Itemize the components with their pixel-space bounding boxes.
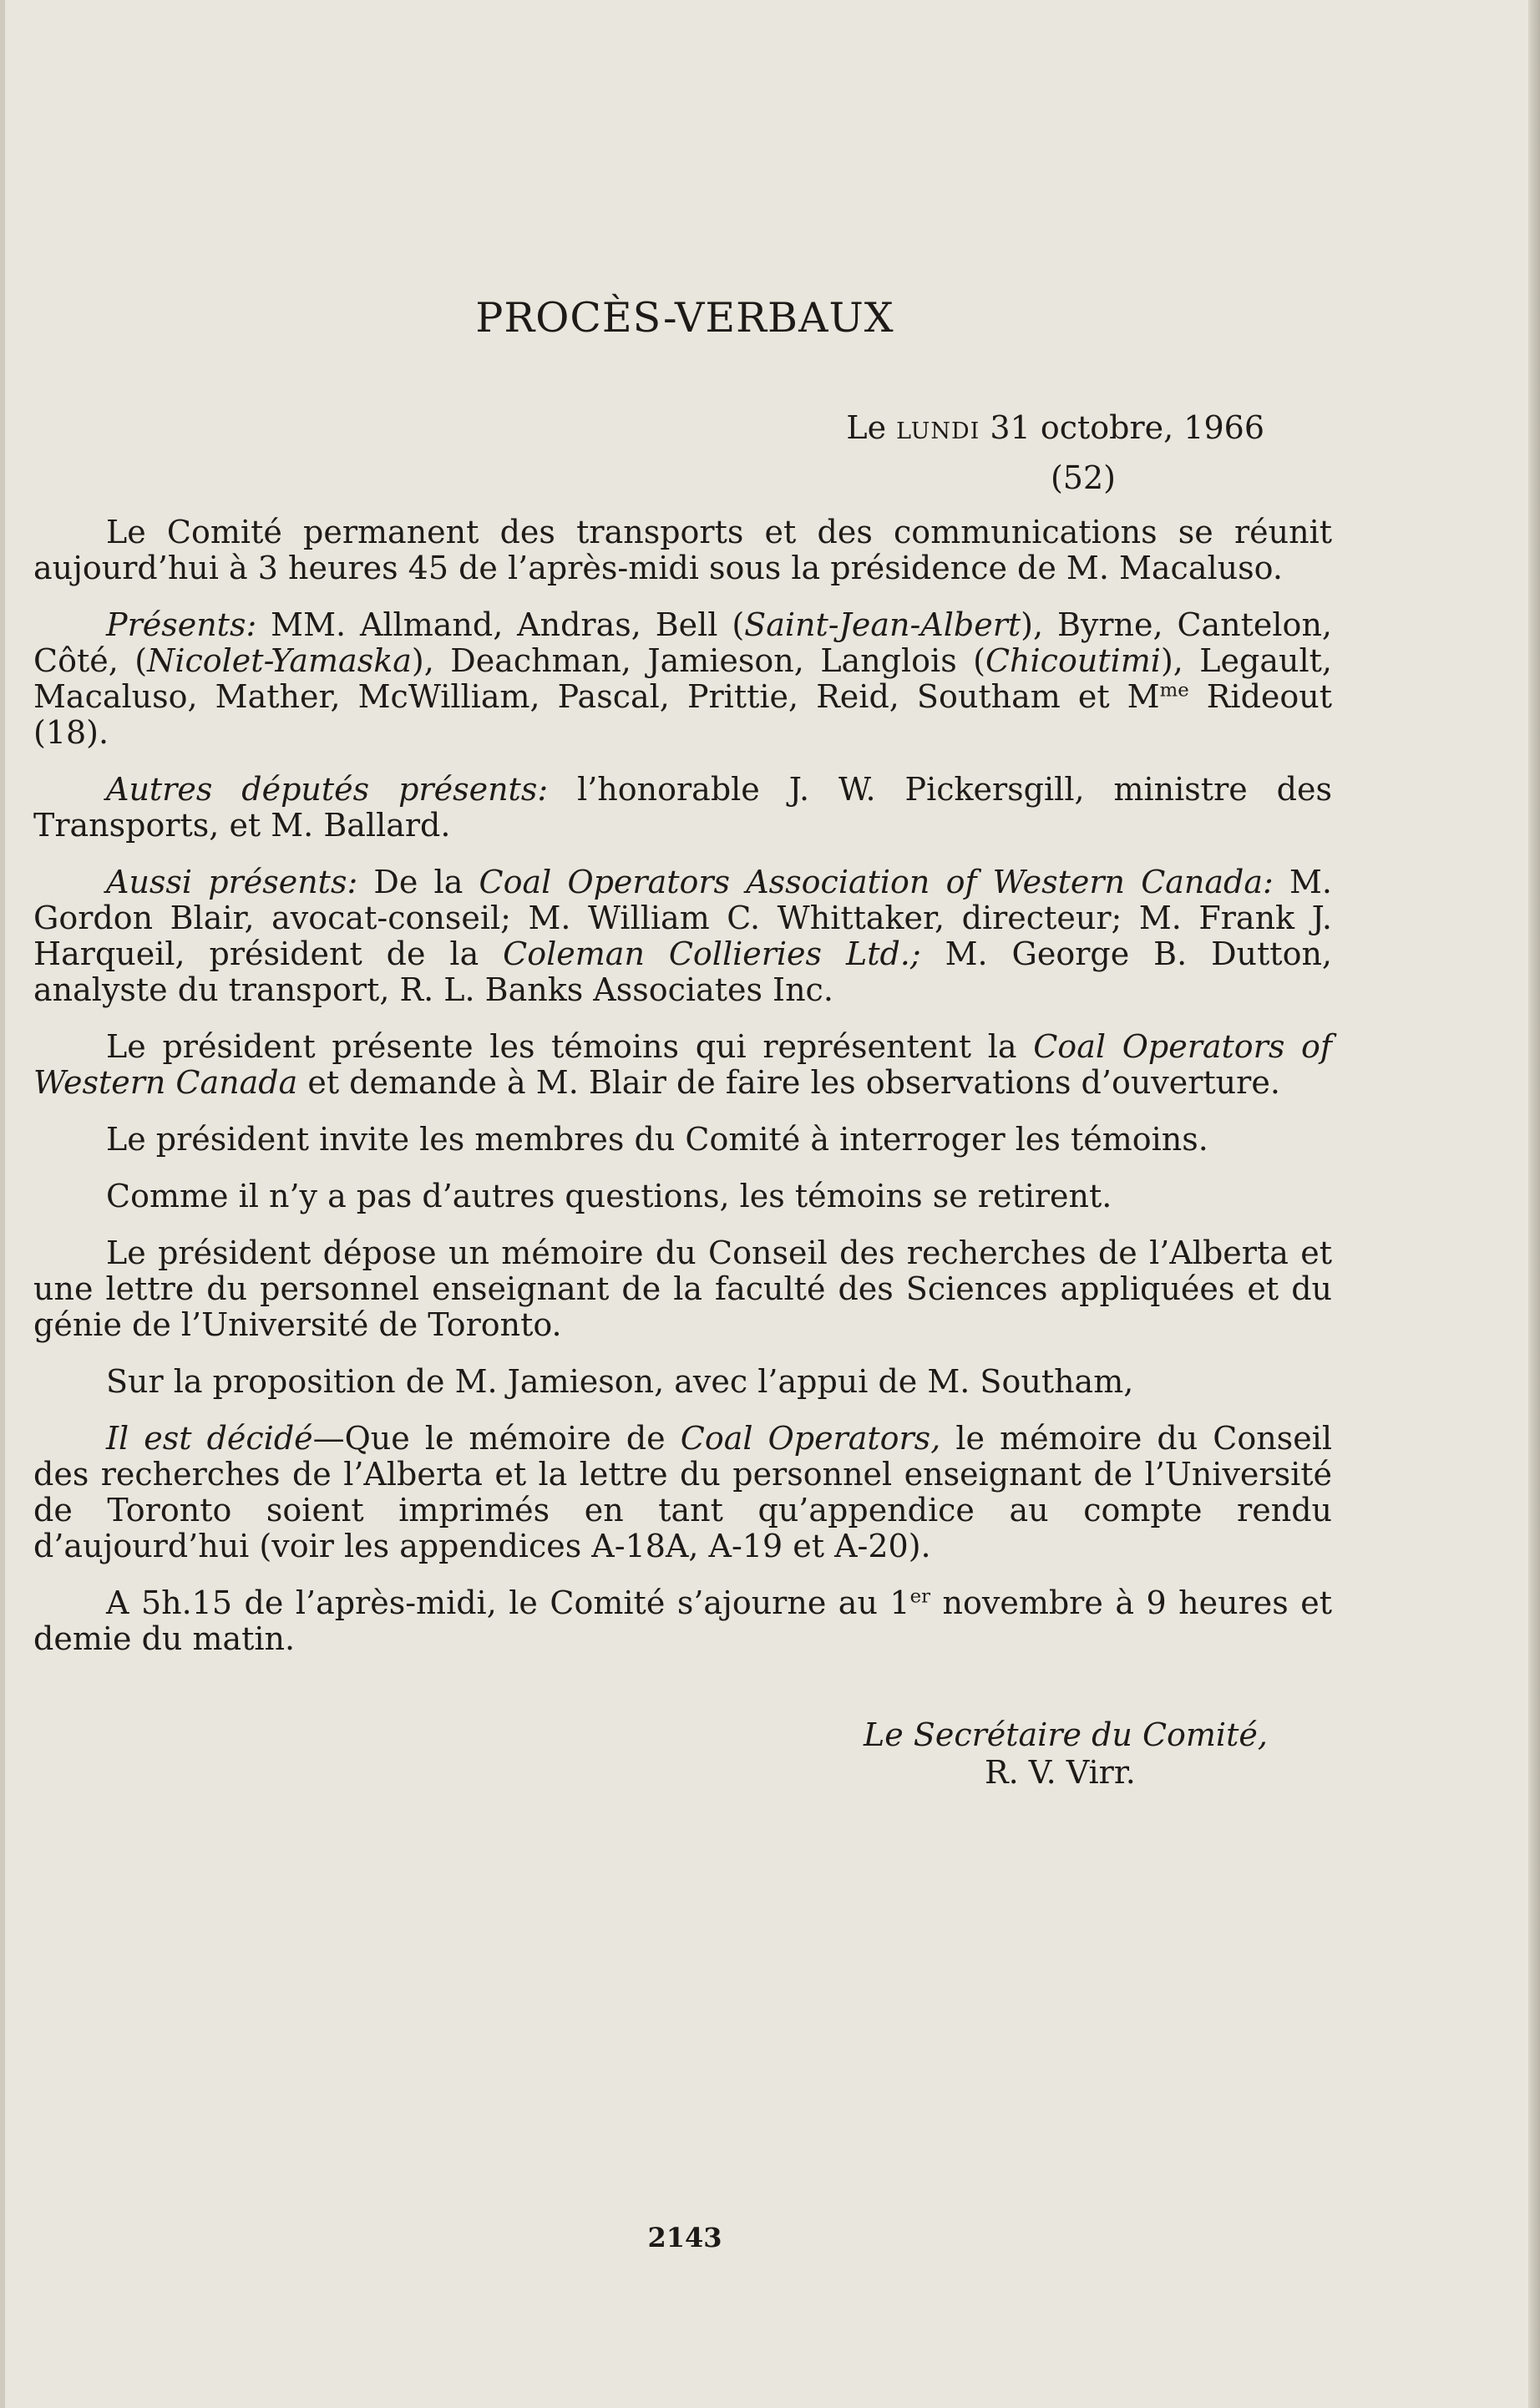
signature-name: R. V. Virr. bbox=[985, 1754, 1136, 1791]
label-aussi-presents: Aussi présents: bbox=[106, 864, 358, 900]
members-text-g: ), Legault, Macaluso, Mather, McWilliam, Pascal, Prittie, Reid, Southam et M bbox=[33, 642, 1332, 715]
label-presents: Présents: bbox=[106, 606, 257, 643]
members-text-a: MM. Allmand, Andras, Bell ( bbox=[256, 606, 745, 643]
riding-nicolet-yamaska: Nicolet-Yamaska bbox=[147, 642, 412, 679]
paragraph-motion: Sur la proposition de M. Jamieson, avec l’appui de M. Southam, bbox=[106, 1363, 1134, 1400]
page-left-edge bbox=[0, 0, 5, 2408]
date-rest: 31 octobre, 1966 bbox=[990, 409, 1264, 446]
other-members-text: l’honorable J. W. Pickersgill, ministre des Transports, et M. Ballard. bbox=[33, 771, 1332, 844]
coal-operators-ref: Coal Operators, bbox=[680, 1420, 941, 1457]
witnesses-text-c: et demande à M. Blair de faire les observations d’ouverture. bbox=[297, 1064, 1280, 1101]
document-title: PROCÈS-VERBAUX bbox=[475, 294, 894, 342]
date-prefix: Le bbox=[846, 409, 887, 446]
paragraph-other-members bbox=[33, 772, 1332, 844]
riding-saint-jean-albert: Saint-Jean-Albert bbox=[744, 606, 1021, 643]
signature-block bbox=[864, 1716, 1268, 1792]
adjournment-text-a: A 5h.15 de l’après-midi, le Comité s’ajourne au 1 bbox=[106, 1584, 910, 1621]
riding-chicoutimi: Chicoutimi bbox=[985, 642, 1161, 679]
also-present-text-c: M. Gordon Blair, avocat-conseil; M. William C. Whittaker, directeur; M. Frank J. Harqueil, président de la bbox=[33, 864, 1332, 972]
meeting-number: (52) bbox=[1050, 459, 1116, 496]
also-present-text-e: M. George B. Dutton, analyste du transport, R. L. Banks Associates Inc. bbox=[33, 935, 1332, 1008]
label-il-est-decide: Il est décidé bbox=[106, 1420, 313, 1457]
meeting-date bbox=[846, 409, 1264, 446]
minutes-body bbox=[33, 515, 1332, 1678]
resolution-text-a: —Que le mémoire de bbox=[312, 1420, 681, 1457]
superscript-er: er bbox=[909, 1585, 931, 1608]
association-name: Coal Operators Association of Western Canada: bbox=[479, 864, 1274, 900]
page-number: 2143 bbox=[647, 2222, 722, 2253]
paragraph-questioning: Le président invite les membres du Comité à interroger les témoins. bbox=[106, 1121, 1208, 1158]
resolution-text-c: le mémoire du Conseil des recherches de l’Alberta et la lettre du personnel enseignant de l’Université de Toronto soient imprimés en tant qu’appendice au compte rendu d’aujourd’hui (voir les appendices A-18A, A-19 et A-20). bbox=[33, 1420, 1332, 1564]
also-present-text-a: De la bbox=[357, 864, 479, 900]
paragraph-adjournment bbox=[33, 1585, 1332, 1657]
witnesses-text-a: Le président présente les témoins qui représentent la bbox=[106, 1028, 1034, 1065]
members-text-c: ), Byrne, Cantelon, Côté, ( bbox=[33, 606, 1332, 679]
signature-title: Le Secrétaire du Comité, bbox=[864, 1716, 1268, 1753]
paragraph-witnesses-retire: Comme il n’y a pas d’autres questions, les témoins se retirent. bbox=[106, 1178, 1112, 1214]
members-text-e: ), Deachman, Jamieson, Langlois ( bbox=[411, 642, 985, 679]
paragraph-also-present bbox=[33, 864, 1332, 1008]
members-text-h: Rideout (18). bbox=[33, 678, 1333, 751]
paragraph-opening: Le Comité permanent des transports et des communications se réunit aujourd’hui à 3 heures 45 de l’après-midi sous la présidence de M. Macaluso. bbox=[33, 514, 1332, 586]
page-binding-edge bbox=[1528, 0, 1540, 2408]
coal-operators-name: Coal Operators of Western Canada bbox=[33, 1028, 1332, 1101]
superscript-me: me bbox=[1159, 679, 1189, 702]
company-name: Coleman Collieries Ltd.; bbox=[503, 935, 921, 972]
paragraph-brief-tabled: Le président dépose un mémoire du Conseil des recherches de l’Alberta et une lettre du personnel enseignant de la faculté des Sciences appliquées et du génie de l’Université de Toronto. bbox=[33, 1234, 1332, 1343]
paragraph-witnesses-introduced bbox=[33, 1029, 1332, 1101]
date-day: lundi bbox=[896, 409, 980, 446]
paragraph-resolution bbox=[33, 1421, 1332, 1564]
adjournment-text-b: novembre à 9 heures et demie du matin. bbox=[33, 1584, 1333, 1657]
paragraph-members-present bbox=[33, 607, 1332, 751]
label-autres-deputes: Autres députés présents: bbox=[106, 771, 549, 808]
